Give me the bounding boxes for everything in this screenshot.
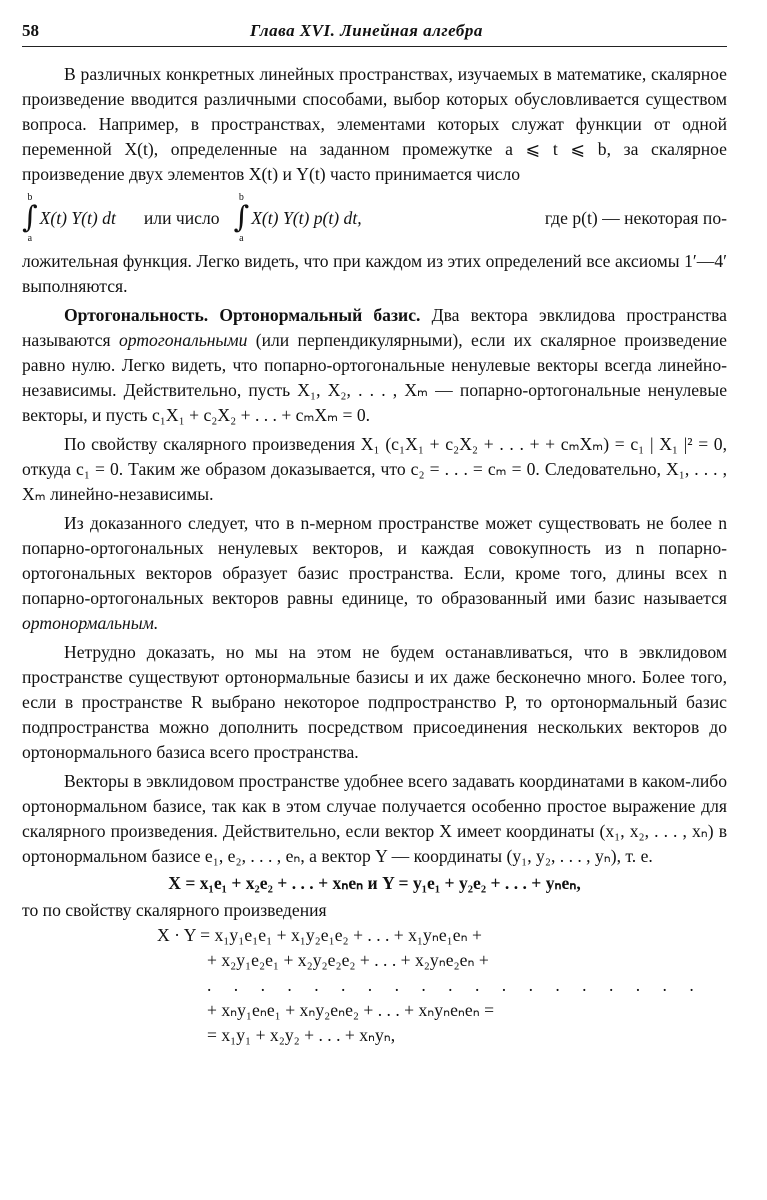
equation-row-5: = x₁y₁ + x₂y₂ + . . . + xₙyₙ, <box>207 1025 396 1045</box>
integral-upper-limit: b <box>27 192 33 203</box>
paragraph-1: В различных конкретных линейных пространствах, изучаемых в математике, скалярное произведение вводится различными способами, выбор которых обусловливается существом вопроса. Например, в пространствах, элементами которых служат функции от одной переменной X(t), определенные на заданном промежутке a ⩽ t ⩽ b, за скалярное произведение двух элементов X(t) и Y(t) часто принимается число <box>22 64 727 184</box>
paragraph-2 <box>22 303 727 428</box>
paragraph-3: По свойству скалярного произведения X₁ (c₁X₁ + c₂X₂ + . . . + + cₘXₘ) = c₁ | X₁ |² = 0, откуда c₁ = 0. Таким же образом доказывается, что c₂ = . . . = cₘ = 0. Следовательно, X₁, . . . , Xₘ линейно-независимы. <box>22 434 727 504</box>
paragraph-7: то по свойству скалярного произведения <box>22 900 327 920</box>
equation-row-dots: . . . . . . . . . . . . . . . . . . . <box>207 975 703 995</box>
equation-row-1: X · Y = x₁y₁e₁e₁ + x₁y₂e₁e₂ + . . . + x₁yₙe₁eₙ + <box>157 925 482 945</box>
p2-after: (или перпендикулярными), если их скалярное произведение равно нулю. Легко видеть, что попарно-ортогональные ненулевые векторы всегда линейно-независимы. Действительно, пусть X₁, X₂, . . . , Xₘ — попарно-ортогональные ненулевые векторы, и пусть c₁X₁ + c₂X₂ + . . . + cₘXₘ = 0. <box>22 330 727 425</box>
paragraph-1-end: ложительная функция. Легко видеть, что при каждом из этих определений все аксиомы 1′—4′ выполняются. <box>22 251 727 296</box>
integral-expression-1: X(t) Y(t) dt <box>39 207 116 228</box>
integral-sign-1: b ∫ a <box>22 192 38 244</box>
scalar-product-equation <box>157 923 727 1048</box>
integral-upper-limit-2: b <box>238 192 244 203</box>
integral-expression-2: X(t) Y(t) p(t) dt, <box>251 207 362 228</box>
integrals-line <box>22 189 727 247</box>
formula-xy: X = x₁e₁ + x₂e₂ + . . . + xₙeₙ и Y = y₁e₁ + y₂e₂ + . . . + yₙeₙ, <box>168 873 581 893</box>
term-orthonormal: ортонормальным. <box>22 613 159 633</box>
integral-sign-2: b ∫ a <box>233 192 250 244</box>
paragraph-4 <box>22 511 727 636</box>
page-header <box>22 18 727 47</box>
page-number: 58 <box>22 21 39 40</box>
term-orthogonal: ортогональными <box>118 330 248 350</box>
integral-lower-limit: a <box>27 233 33 244</box>
integral-lower-limit-2: a <box>239 233 244 244</box>
equation-row-4: + xₙy₁eₙe₁ + xₙy₂eₙe₂ + . . . + xₙyₙeₙeₙ = <box>207 1000 495 1020</box>
integral-tail: где p(t) — некоторая по- <box>544 207 727 228</box>
p4-text: Из доказанного следует, что в n-мерном пространстве может существовать не более n попарно-ортогональных ненулевых векторов, и каждая совокупность из n попарно-ортогональных векторов образует базис пространства. Если, кроме того, длины всех n попарно-ортогональных векторов равны единице, то образованный ими базис называется <box>22 513 727 608</box>
section-heading: Ортогональность. Ортонормальный базис. <box>64 305 421 325</box>
paragraph-5: Нетрудно доказать, но мы на этом не будем останавливаться, что в эвклидовом пространстве существуют ортонормальные базисы и их даже бесконечно много. Более того, если в пространстве R выбрано некоторое подпространство P, то ортонормальный базис подпространства можно дополнить посредством присоединения нескольких векторов до ортонормального базиса всего пространства. <box>22 642 727 762</box>
page-body <box>22 62 727 1048</box>
p2-before: Два вектора эвклидова пространства называются <box>22 305 727 350</box>
chapter-title: Глава XVI. Линейная алгебра <box>250 21 483 40</box>
equation-row-2: + x₂y₁e₂e₁ + x₂y₂e₂e₂ + . . . + x₂yₙe₂eₙ + <box>207 950 489 970</box>
or-text: или число <box>143 207 220 228</box>
paragraph-6: Векторы в эвклидовом пространстве удобнее всего задавать координатами в каком-либо ортонормальном базисе, так как в этом случае получается особенно простое выражение для скалярного произведения. Действительно, если вектор X имеет координаты (x₁, x₂, . . . , xₙ) в ортонормальном базисе e₁, e₂, . . . , eₙ, а вектор Y — координаты (y₁, y₂, . . . , yₙ), т. е. <box>22 771 727 866</box>
